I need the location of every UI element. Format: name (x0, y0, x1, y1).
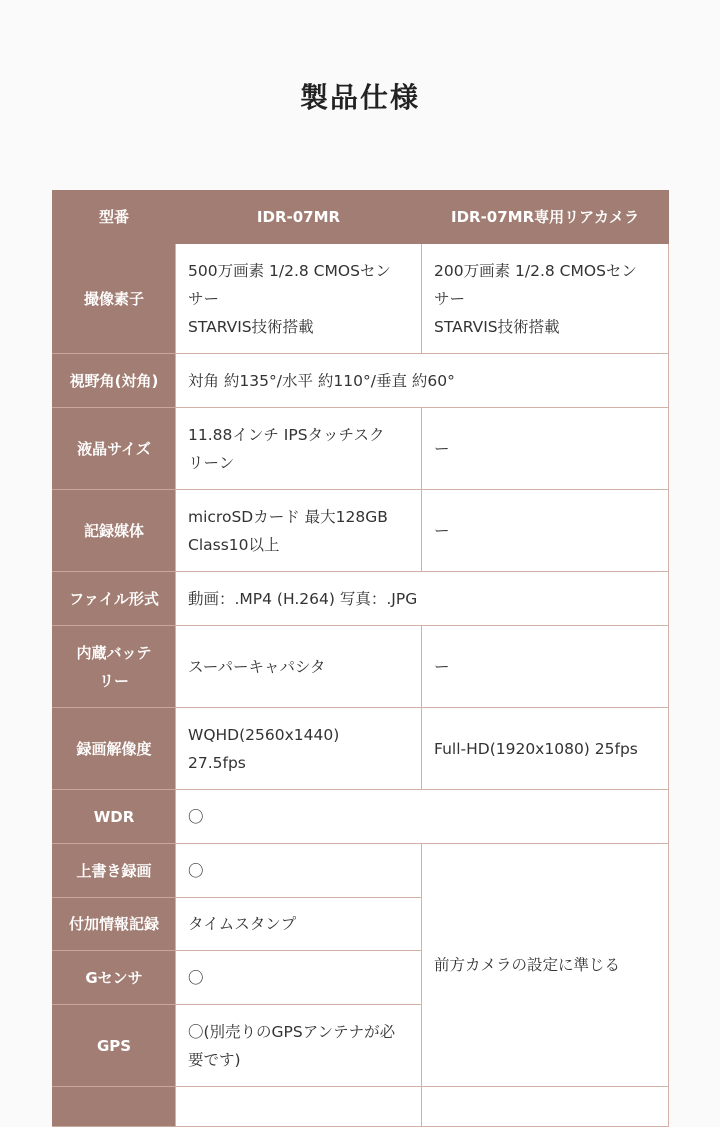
row-label-internal-battery: 内蔵バッテ リー (53, 626, 176, 708)
table-row (53, 244, 669, 354)
cell-cutoff-front (176, 1087, 422, 1127)
header-rear-model: IDR-07MR専用リアカメラ (422, 191, 669, 244)
cell-front-additional-info: タイムスタンプ (176, 898, 422, 951)
row-label-storage-media: 記録媒体 (53, 490, 176, 572)
row-label-g-sensor: Gセンサ (53, 951, 176, 1005)
cell-front-gps: 〇(別売りのGPSアンテナが必 要です) (176, 1005, 422, 1087)
row-label-additional-info: 付加情報記録 (53, 898, 176, 951)
row-label-file-format: ファイル形式 (53, 572, 176, 626)
cell-front-overwrite-recording: 〇 (176, 844, 422, 898)
cell-front-internal-battery: スーパーキャパシタ (176, 626, 422, 708)
row-label-recording-resolution: 録画解像度 (53, 708, 176, 790)
row-label-field-of-view: 視野角(対角) (53, 354, 176, 408)
cell-rear-internal-battery: ー (422, 626, 669, 708)
cell-front-storage-media: microSDカード 最大128GB Class10以上 (176, 490, 422, 572)
cell-rear-merged-note: 前方カメラの設定に準じる (422, 844, 669, 1087)
row-label-cutoff (53, 1087, 176, 1127)
row-label-gps: GPS (53, 1005, 176, 1087)
table-row (53, 708, 669, 790)
table-row-partial (53, 1087, 669, 1127)
table-row (53, 572, 669, 626)
cell-front-g-sensor: 〇 (176, 951, 422, 1005)
row-label-overwrite-recording: 上書き録画 (53, 844, 176, 898)
table-row (53, 626, 669, 708)
cell-rear-recording-resolution: Full-HD(1920x1080) 25fps (422, 708, 669, 790)
cell-field-of-view: 対角 約135°/水平 約110°/垂直 約60° (176, 354, 669, 408)
table-row (53, 490, 669, 572)
table-header-row (53, 191, 669, 244)
table-row (53, 844, 669, 898)
header-front-model: IDR-07MR (176, 191, 422, 244)
cell-file-format: 動画：.MP4 (H.264) 写真：.JPG (176, 572, 669, 626)
cell-rear-storage-media: ー (422, 490, 669, 572)
cell-rear-lcd-size: ー (422, 408, 669, 490)
cell-wdr: 〇 (176, 790, 669, 844)
table-row (53, 790, 669, 844)
row-label-lcd-size: 液晶サイズ (53, 408, 176, 490)
row-label-image-sensor: 撮像素子 (53, 244, 176, 354)
cell-front-lcd-size: 11.88インチ IPSタッチスク リーン (176, 408, 422, 490)
page-title: 製品仕様 (299, 81, 420, 114)
cell-cutoff-rear (422, 1087, 669, 1127)
cell-rear-image-sensor: 200万画素 1/2.8 CMOSセン サー STARVIS技術搭載 (422, 244, 669, 354)
spec-table (52, 190, 669, 1127)
cell-front-recording-resolution: WQHD(2560x1440) 27.5fps (176, 708, 422, 790)
table-row (53, 354, 669, 408)
table-row (53, 408, 669, 490)
row-label-wdr: WDR (53, 790, 176, 844)
header-model-label: 型番 (53, 191, 176, 244)
cell-front-image-sensor: 500万画素 1/2.8 CMOSセン サー STARVIS技術搭載 (176, 244, 422, 354)
